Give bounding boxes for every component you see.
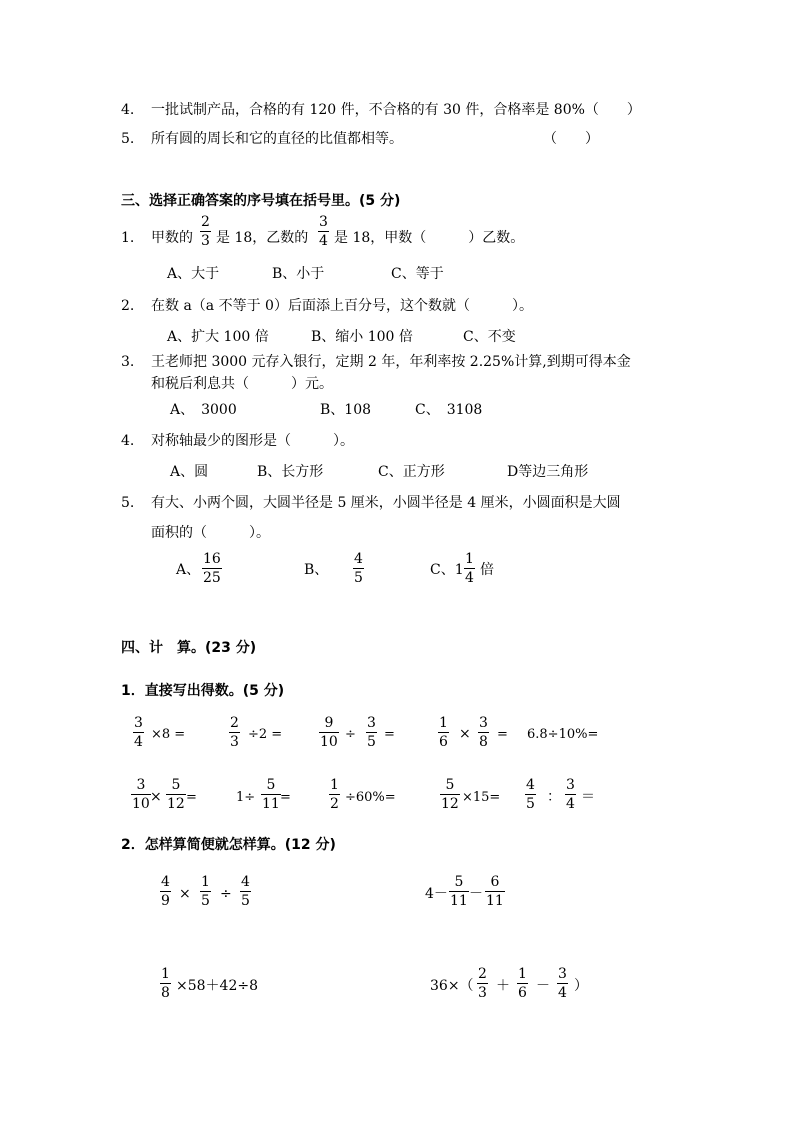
calc-r1-e2-text: ÷2 = bbox=[248, 727, 283, 742]
simplify-d-operator-2: － bbox=[536, 978, 550, 994]
s3-q4-option-c[interactable]: C、正方形 bbox=[378, 464, 445, 480]
s3-q1-text-a: 甲数的 bbox=[151, 230, 193, 246]
calc-r2-e3-text: ÷60%= bbox=[345, 790, 396, 805]
simplify-a-fraction-3: 4 5 bbox=[241, 874, 250, 909]
s3-q3-option-c[interactable]: C、 3108 bbox=[415, 402, 483, 418]
s3-q2-option-c[interactable]: C、不变 bbox=[463, 329, 516, 345]
simplify-d-fraction-1: 2 3 bbox=[478, 966, 487, 1001]
simplify-d-suffix: ） bbox=[574, 978, 588, 994]
s3-q3-line2: 和税后利息共（ ）元。 bbox=[151, 376, 333, 392]
calc-r2-e1-fraction-1: 3 10 bbox=[132, 777, 150, 812]
calc-r1-e2-fraction: 2 3 bbox=[230, 715, 239, 750]
calc-r2-e2-fraction: 5 11 bbox=[262, 777, 280, 812]
s3-q3-option-a[interactable]: A、 3000 bbox=[170, 402, 237, 418]
judge-q5-text: 所有圆的周长和它的直径的比值都相等。 bbox=[151, 131, 403, 147]
simplify-c-text: ×58＋42÷8 bbox=[176, 978, 258, 994]
judge-q5-blank[interactable]: （ ） bbox=[543, 131, 599, 147]
calc-r2-e3-fraction: 1 2 bbox=[330, 777, 339, 812]
section3-title: 三、选择正确答案的序号填在括号里。(5 分) bbox=[121, 193, 401, 209]
simplify-a-operator-2: ÷ bbox=[220, 886, 232, 902]
s3-q5-option-c[interactable]: C、1 bbox=[430, 562, 464, 578]
simplify-a-fraction-2: 1 5 bbox=[201, 874, 210, 909]
s3-q5-option-a[interactable]: A、 bbox=[176, 562, 201, 578]
s3-q1-text-b: 是 18，乙数的 bbox=[216, 230, 309, 246]
simplify-d-fraction-2: 1 6 bbox=[518, 966, 527, 1001]
s3-q2-option-b[interactable]: B、缩小 100 倍 bbox=[311, 329, 413, 345]
s3-q3-number: 3. bbox=[121, 354, 135, 370]
calc-r1-e3-text: = bbox=[384, 727, 395, 742]
calc-r2-e1-fraction-2: 5 12 bbox=[167, 777, 185, 812]
s3-q4-option-a[interactable]: A、圆 bbox=[170, 464, 209, 480]
simplify-d-prefix: 36×（ bbox=[430, 978, 474, 994]
s3-q1-option-c[interactable]: C、等于 bbox=[391, 266, 444, 282]
calc-r2-e5-fraction-2: 3 4 bbox=[566, 777, 575, 812]
s3-q2-option-a[interactable]: A、扩大 100 倍 bbox=[167, 329, 269, 345]
calc-r1-e4-text: = bbox=[497, 727, 508, 742]
calc-r2-e1-text: = bbox=[186, 790, 197, 805]
calc-r2-e2-text: = bbox=[280, 790, 291, 805]
s3-q1-option-b[interactable]: B、小于 bbox=[272, 266, 325, 282]
s3-q4-number: 4. bbox=[121, 433, 135, 449]
s3-q2-text: 在数 a（a 不等于 0）后面添上百分号，这个数就（ ）。 bbox=[151, 298, 533, 314]
s3-q1-text-c: 是 18，甲数（ ）乙数。 bbox=[334, 230, 525, 246]
simplify-b-operator: － bbox=[469, 886, 483, 902]
calc-r2-e5-fraction-1: 4 5 bbox=[526, 777, 535, 812]
calc-r2-e5-operator: ： bbox=[547, 789, 561, 805]
simplify-a-fraction-1: 4 9 bbox=[161, 874, 170, 909]
calc-r2-e4-fraction: 5 12 bbox=[441, 777, 459, 812]
s3-q3-option-b[interactable]: B、108 bbox=[320, 402, 372, 418]
simplify-b-fraction-2: 6 11 bbox=[486, 874, 504, 909]
s3-q5-line2: 面积的（ ）。 bbox=[151, 525, 270, 541]
calc-r1-e4-operator: × bbox=[459, 726, 471, 742]
judge-q4-number: 4. bbox=[121, 102, 135, 118]
calc-r1-e4-fraction-2: 3 8 bbox=[479, 715, 488, 750]
calc-r2-e5-text: ＝ bbox=[581, 789, 595, 805]
calc-r1-e3-operator: ÷ bbox=[345, 727, 356, 742]
s3-q1-fraction-2: 3 4 bbox=[319, 214, 328, 249]
section4-part1-title: 1．直接写出得数。(5 分) bbox=[121, 683, 285, 699]
simplify-d-operator-1: ＋ bbox=[496, 978, 510, 994]
simplify-a-operator-1: × bbox=[179, 886, 191, 902]
calc-r2-e4-text: ×15= bbox=[462, 790, 501, 805]
s3-q1-option-a[interactable]: A、大于 bbox=[167, 266, 220, 282]
s3-q5-option-c-suffix: 倍 bbox=[480, 562, 494, 578]
s3-q1-fraction-1: 2 3 bbox=[201, 214, 210, 249]
judge-q4-text: 一批试制产品，合格的有 120 件，不合格的有 30 件，合格率是 80%（ ） bbox=[151, 102, 641, 118]
calc-r1-e5-text: 6.8÷10%= bbox=[527, 727, 599, 742]
section4-part2-title: 2．怎样算简便就怎样算。(12 分) bbox=[121, 837, 336, 853]
calc-r1-e4-fraction-1: 1 6 bbox=[439, 715, 448, 750]
s3-q3-line1: 王老师把 3000 元存入银行，定期 2 年，年利率按 2.25%计算,到期可得本金 bbox=[151, 354, 631, 370]
simplify-b-fraction-1: 5 11 bbox=[450, 874, 468, 909]
judge-q5-number: 5. bbox=[121, 131, 135, 147]
s3-q5-number: 5. bbox=[121, 495, 135, 511]
s3-q4-option-d[interactable]: D等边三角形 bbox=[507, 464, 589, 480]
calc-r2-e1-operator: × bbox=[150, 789, 162, 805]
s3-q2-number: 2. bbox=[121, 298, 135, 314]
s3-q4-text: 对称轴最少的图形是（ ）。 bbox=[151, 433, 354, 449]
s3-q5-option-a-fraction: 16 25 bbox=[203, 551, 221, 586]
calc-r2-e2-prefix: 1÷ bbox=[236, 790, 256, 805]
simplify-d-fraction-3: 3 4 bbox=[558, 966, 567, 1001]
calc-r1-e3-fraction-1: 9 10 bbox=[320, 715, 338, 750]
s3-q5-option-c-fraction: 1 4 bbox=[465, 551, 474, 586]
s3-q5-option-b-fraction: 4 5 bbox=[354, 551, 363, 586]
s3-q4-option-b[interactable]: B、长方形 bbox=[257, 464, 324, 480]
section4-title: 四、计 算。(23 分) bbox=[121, 640, 257, 656]
simplify-b-prefix: 4－ bbox=[425, 886, 448, 902]
calc-r1-e3-fraction-2: 3 5 bbox=[367, 715, 376, 750]
s3-q1-number: 1. bbox=[121, 230, 135, 246]
calc-r1-e1-text: ×8 = bbox=[151, 727, 186, 742]
calc-r1-e1-fraction: 3 4 bbox=[134, 715, 143, 750]
s3-q5-line1: 有大、小两个圆，大圆半径是 5 厘米，小圆半径是 4 厘米，小圆面积是大圆 bbox=[151, 495, 621, 511]
simplify-c-fraction: 1 8 bbox=[161, 966, 170, 1001]
s3-q5-option-b[interactable]: B、 bbox=[304, 562, 329, 578]
